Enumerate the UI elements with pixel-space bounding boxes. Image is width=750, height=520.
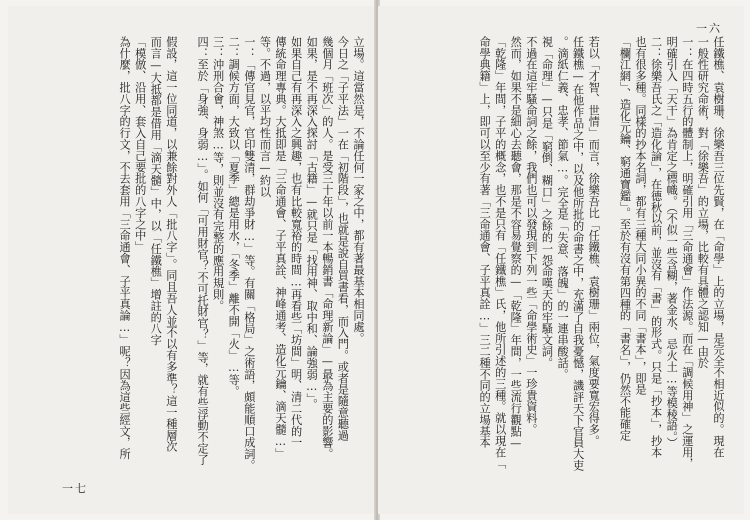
text-column: 視「命理」—只是「窮倒、糊口」之餘的一怨命嘆天的牢騷文詞。 [540,36,554,369]
text-column: 一：「傳官見官，官印雙清，群劫爭財…」等。有關「格局」之術語，頗能順口成詞。 [242,36,256,471]
text-column: 若以「才智、世情」而言，徐樂吾比「任鐵樵、袁樹珊」兩位，氣度要寬宏得多。 [587,36,601,447]
text-column: 一：在四時五行的體制上，明確引用「三命通會」作法源。而在「調候用神」之運用， [680,36,694,470]
text-column: 等。不過，以平均性而言—約以 [258,36,272,198]
page-number: 一七 [62,482,88,495]
text-column: 三：沖刑合會，神煞…等，則並沒有完整的應用規則。 [211,36,225,312]
text-column: 。滴紙仁義、忠孝、節氣…。完全是「失意、落魄」的一連串酸話。 [556,36,570,380]
text-column: 今日之「子平法」一在「初階段」，也就是說自買書看，而入門。或者是隨意聽過 [336,36,350,441]
text-column: 「模倣、沿用、套入自己要批的八字之中」 [133,36,147,253]
left-page-text [22,36,366,476]
right-page [378,6,744,514]
text-column: 如果自己有再深入之興趣，也有比較寬裕的時間…再看些「坊間」明、清二代的一 [289,36,303,449]
text-column: 幾個月「班次」的人。是受三十年以前一本暢銷書「命理新論」—最為主要的影響。 [320,36,334,460]
page-number: 一六 [696,22,722,35]
text-column: 二：調候方面，大致以「夏季」總是用水，「冬季」離不開「火」…等。 [227,36,241,397]
text-column [179,36,195,476]
text-column: 傳統命理專典。大抵即是「三命通會、子平真詮、神峰通考、造化元鑰、滴天髓…」 [274,36,288,460]
text-column: 四：至於「身強、身弱…」。如何「可用財官？不可托財官？」等，就有些浮動不定了 [196,36,210,466]
text-column: 不過在這牢騷命詞之餘，我們也可以發現到下列一些「命學術史」一珍貴資料。 [524,36,538,435]
text-column: 如果，是不再深入探討「古籍」—就只是「找用神、取中和、論強弱…」。 [305,36,319,411]
text-column: 明確引入「天干」為肯定之標幟。（不似一些含糊，著金水、忌火土…等模稜語。） [665,36,679,449]
text-column: 然而，如果不是細心去聽會，那是不容易覺察的—「乾隆」年間，一些流行觀點— [509,36,523,450]
text-column: 立場。這當然是，不論任何一家之中，都有著最基本相同處。 [352,36,365,344]
text-column: 一般性研究命術，對「徐樂吾」的立場，比較有具體之認知—由於 [696,36,710,369]
text-column: 「欄江網」、造化元鑰、窮通寶鑑」。至於有沒有第四種的「書名」，仍然不能確定 [618,36,632,441]
text-column: 為什麼，批八字的行文，不去套用「三命通會、子平真論…」呢？因為這些經文，所 [118,36,132,460]
text-column: 命學典籍」上，即可以至少有著「三命通會、子平真詮…」三二種不同的立場基本 [478,36,492,449]
text-column: 任鐵樵—在他作品之中，以及他所批的命書之中，充滿了自我憂憾，譏評天下官員大吏 [571,36,585,471]
text-column: 「乾隆」年間，子平的概念，也不是只有「任鐵樵」氏，他所引述的三種。就以現在「 [493,36,507,470]
text-column: 而言—大抵都是借用「滴天髓」中，以「任鐵樵」增註的八字 [149,36,163,346]
text-column: 任鐵樵、袁樹珊、徐樂吾三位先賢，在「命學」上的立場，是完全不相近似的。現在 [712,36,725,458]
right-page-text [386,36,726,476]
text-column: 也有很多種。同樣的抄本名詞，都有三種大同小異的不同「書本」，即是 [634,36,648,396]
text-column: 二：徐樂吾氏之「造化論」，在德秋以前，並沒有「書」的形式。只是「抄本」，抄本 [649,36,663,458]
text-column [601,36,617,476]
text-column: 假設，這一位同道，以兼餘對外人「批八字」。同且吾人並不以有多準？這一種層次 [164,36,178,453]
left-page [8,6,376,514]
